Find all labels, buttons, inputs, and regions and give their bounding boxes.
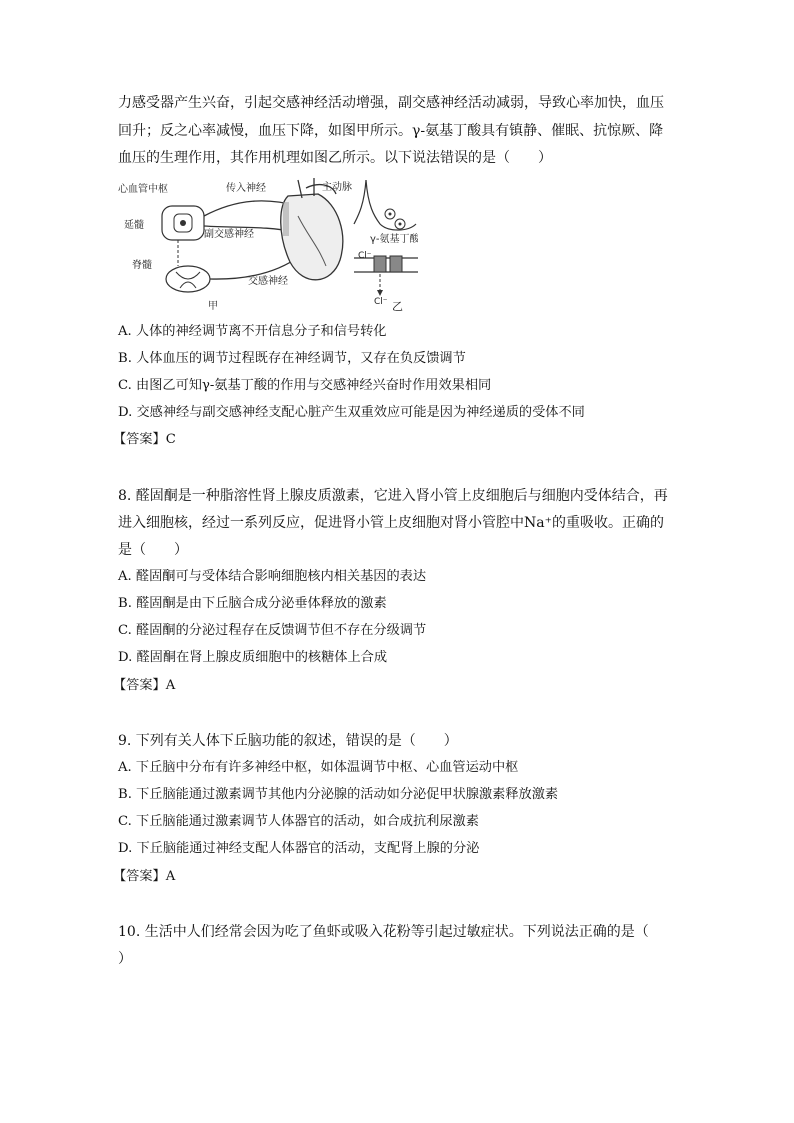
label-sympathetic: 交感神经 <box>248 276 288 287</box>
q7-option-a: A. 人体的神经调节离不开信息分子和信号转化 <box>118 324 387 339</box>
label-cl-ion-2: Cl⁻ <box>374 297 388 307</box>
figure-svg <box>118 176 418 318</box>
intro-line-1: 力感受器产生兴奋，引起交感神经活动增强，副交感神经活动减弱，导致心率加快，血压 <box>118 95 664 111</box>
q9-option-b: B. 下丘脑能通过激素调节其他内分泌腺的活动如分泌促甲状腺激素释放激素 <box>118 787 559 802</box>
spinal-cord-drawing <box>166 266 210 292</box>
q9-answer: 【答案】A <box>113 869 176 884</box>
q8-option-a: A. 醛固酮可与受体结合影响细胞核内相关基因的表达 <box>118 569 427 584</box>
heart-drawing <box>281 178 343 280</box>
label-jia: 甲 <box>208 301 218 312</box>
label-afferent-nerve: 传入神经 <box>226 183 266 194</box>
q9-stem: 9. 下列有关人体下丘脑功能的叙述，错误的是（ ） <box>118 733 458 749</box>
medulla-drawing <box>162 206 204 240</box>
intro-line-3: 血压的生理作用，其作用机理如图乙所示。以下说法错误的是（ ） <box>118 150 552 166</box>
q9-option-d: D. 下丘脑能通过神经支配人体器官的活动，支配肾上腺的分泌 <box>118 841 480 856</box>
q8-stem-line-1: 8. 醛固酮是一种脂溶性肾上腺皮质激素，它进入肾小管上皮细胞后与细胞内受体结合，再 <box>118 488 668 504</box>
label-gaba: γ-氨基丁酸 <box>370 234 418 245</box>
q8-option-d: D. 醛固酮在肾上腺皮质细胞中的核糖体上合成 <box>118 650 388 665</box>
label-parasympathetic: 副交感神经 <box>204 229 254 240</box>
q9-option-a: A. 下丘脑中分布有许多神经中枢，如体温调节中枢、心血管运动中枢 <box>118 760 519 775</box>
q7-option-b: B. 人体血压的调节过程既存在神经调节，又存在负反馈调节 <box>118 351 466 366</box>
blood-pressure-figure <box>118 176 418 318</box>
q7-option-d: D. 交感神经与副交感神经支配心脏产生双重效应可能是因为神经递质的受体不同 <box>118 405 585 420</box>
label-spinal-cord: 脊髓 <box>132 260 152 271</box>
label-cl-ion-1: Cl⁻ <box>358 251 372 261</box>
q10-stem-line-1: 10. 生活中人们经常会因为吃了鱼虾或吸入花粉等引起过敏症状。下列说法正确的是（ <box>118 924 649 940</box>
q7-option-c: C. 由图乙可知γ-氨基丁酸的作用与交感神经兴奋时作用效果相同 <box>118 378 492 393</box>
label-yi: 乙 <box>392 300 403 313</box>
q8-stem-line-2: 进入细胞核，经过一系列反应，促进肾小管上皮细胞对肾小管腔中Na⁺的重吸收。正确的 <box>118 515 664 531</box>
q7-answer: 【答案】C <box>113 432 176 447</box>
q8-stem-line-3: 是（ ） <box>118 542 188 558</box>
q10-stem-line-2: ） <box>118 951 132 967</box>
label-cv-center: 心血管中枢 <box>118 184 168 195</box>
q8-option-c: C. 醛固酮的分泌过程存在反馈调节但不存在分级调节 <box>118 623 427 638</box>
q8-answer: 【答案】A <box>113 678 176 693</box>
intro-line-2: 回升；反之心率减慢，血压下降，如图甲所示。γ-氨基丁酸具有镇静、催眠、抗惊厥、降 <box>118 123 664 139</box>
q8-option-b: B. 醛固酮是由下丘脑合成分泌垂体释放的激素 <box>118 596 387 611</box>
label-medulla: 延髓 <box>124 220 144 231</box>
q9-option-c: C. 下丘脑能通过激素调节人体器官的活动，如合成抗利尿激素 <box>118 814 479 829</box>
label-aorta: 主动脉 <box>322 182 352 193</box>
